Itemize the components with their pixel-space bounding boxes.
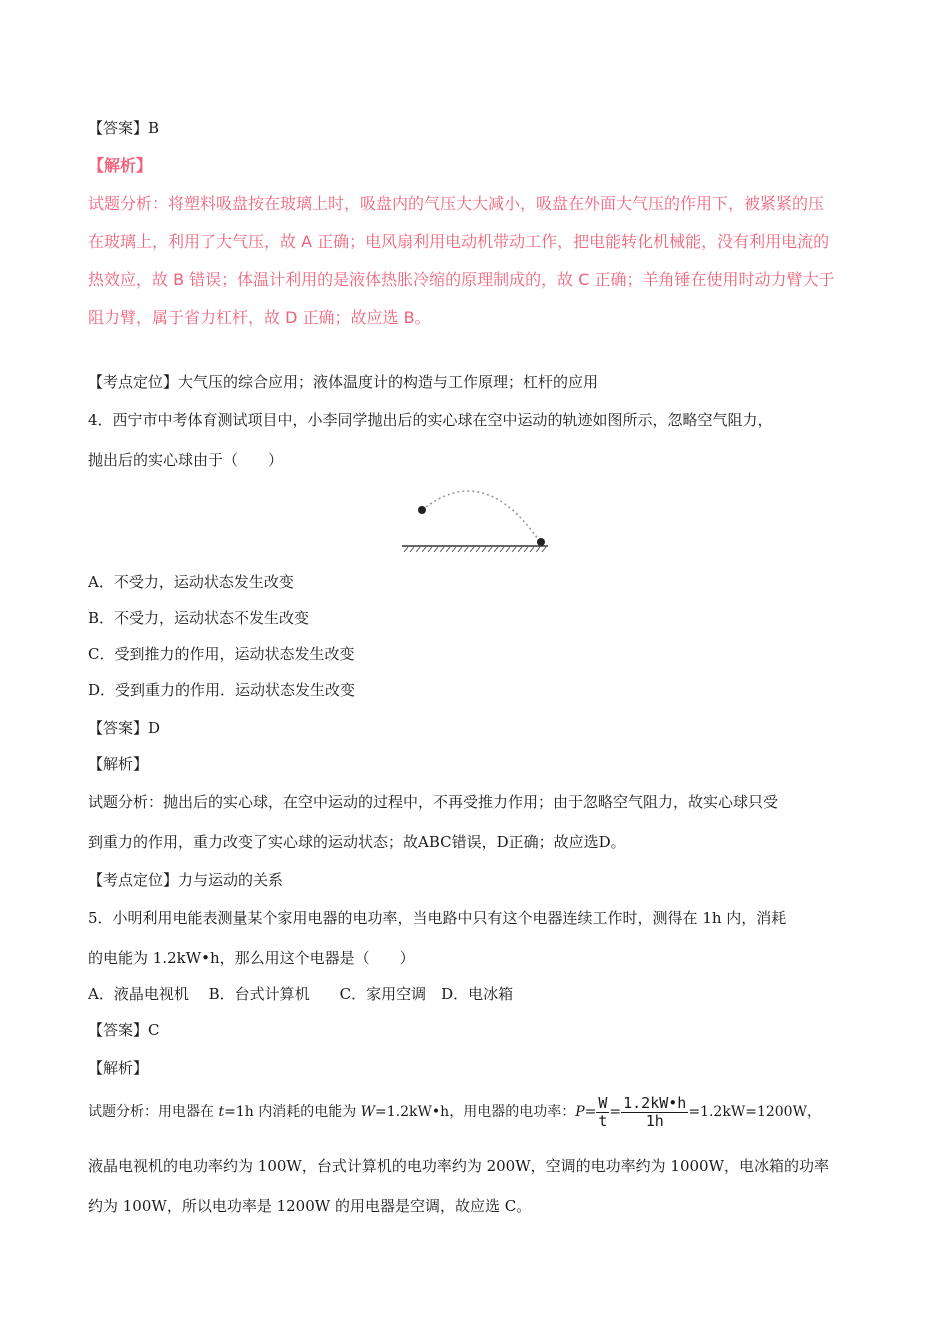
q3-analysis-heading: 【解析】 (88, 156, 153, 175)
q5-analysis-prefix: 试题分析：用电器在 (88, 1104, 219, 1120)
ground-hatching (404, 547, 546, 552)
q4-stem-line-1: 4．西宁市中考体育测试项目中，小李同学抛出后的实心球在空中运动的轨迹如图所示，忽略空气阻力， (88, 411, 773, 429)
q5-analysis-line-2: 液晶电视机的电功率约为 100W，台式计算机的电功率约为 200W，空调的电功率约为 1000W，电冰箱的功率 (88, 1157, 829, 1175)
q4-analysis-line-2: 到重力的作用，重力改变了实心球的运动状态；故ABC错误，D正确；故应选D。 (88, 833, 626, 851)
q4-option-d: D．受到重力的作用．运动状态发生改变 (88, 681, 356, 699)
eq-sign-1: = (584, 1104, 597, 1120)
q5-power-result: =1.2kW=1200W， (688, 1104, 821, 1120)
trajectory-figure (398, 482, 550, 554)
q4-stem-line-2: 抛出后的实心球由于（ ） (88, 451, 284, 469)
q4-option-a: A．不受力，运动状态发生改变 (88, 573, 294, 591)
q4-analysis-line-1: 试题分析：抛出后的实心球，在空中运动的过程中，不再受推力作用；由于忽略空气阻力，故实心球只受 (88, 793, 779, 811)
q5-analysis-formula-line (88, 1094, 821, 1130)
fraction-w-over-t (596, 1095, 609, 1130)
q5-w-value: =1.2kW•h，用电器的电功率： (375, 1104, 576, 1120)
q3-analysis-line-4: 阻力臂，属于省力杠杆，故 D 正确；故应选 B。 (88, 308, 431, 327)
q5-stem-line-1: 5．小明利用电能表测量某个家用电器的电功率，当电路中只有这个电器连续工作时，测得在 1h 内，消耗 (88, 909, 787, 927)
var-p: P (575, 1104, 585, 1120)
fraction-1-numerator: W (598, 1093, 608, 1112)
fraction-2-numerator: 1.2kW•h (623, 1093, 687, 1112)
q3-analysis-line-1: 试题分析：将塑料吸盘按在玻璃上时，吸盘内的气压大大减小，吸盘在外面大气压的作用下，被紧紧的压 (88, 194, 825, 213)
var-t: t (218, 1104, 225, 1120)
fraction-1-denominator: t (598, 1111, 608, 1130)
q4-analysis-heading: 【解析】 (88, 755, 149, 773)
ball-end (537, 538, 545, 546)
q4-option-b: B．不受力，运动状态不发生改变 (88, 609, 310, 627)
q3-analysis-line-3: 热效应，故 B 错误；体温计利用的是液体热胀冷缩的原理制成的，故 C 正确；羊角锤在使用时动力臂大于 (88, 270, 835, 289)
q3-analysis-line-2: 在玻璃上，利用了大气压，故 A 正确；电风扇利用电动机带动工作，把电能转化机械能，没有利用电流的 (88, 232, 830, 251)
q5-stem-line-2: 的电能为 1.2kW•h，那么用这个电器是（ ） (88, 949, 415, 967)
q4-answer: 【答案】D (88, 719, 161, 737)
q4-key-point: 【考点定位】力与运动的关系 (88, 871, 284, 889)
q5-analysis-line-3: 约为 100W，所以电功率是 1200W 的用电器是空调，故应选 C。 (88, 1197, 532, 1215)
fraction-energy-over-time (621, 1095, 688, 1130)
q4-option-c: C．受到推力的作用，运动状态发生改变 (88, 645, 355, 663)
var-w: W (360, 1104, 376, 1120)
eq-sign-2: = (609, 1104, 622, 1120)
ball-trajectory (422, 491, 540, 542)
q5-t-value: =1h 内消耗的电能为 (224, 1104, 361, 1120)
ball-start (418, 506, 426, 514)
q5-answer: 【答案】C (88, 1021, 160, 1039)
q3-key-point: 【考点定位】大气压的综合应用；液体温度计的构造与工作原理；杠杆的应用 (88, 373, 599, 391)
q5-analysis-heading: 【解析】 (88, 1059, 149, 1077)
q3-answer: 【答案】B (88, 119, 160, 137)
fraction-2-denominator: 1h (645, 1111, 664, 1130)
q5-options: A．液晶电视机 B．台式计算机 C．家用空调 D．电冰箱 (88, 985, 514, 1003)
